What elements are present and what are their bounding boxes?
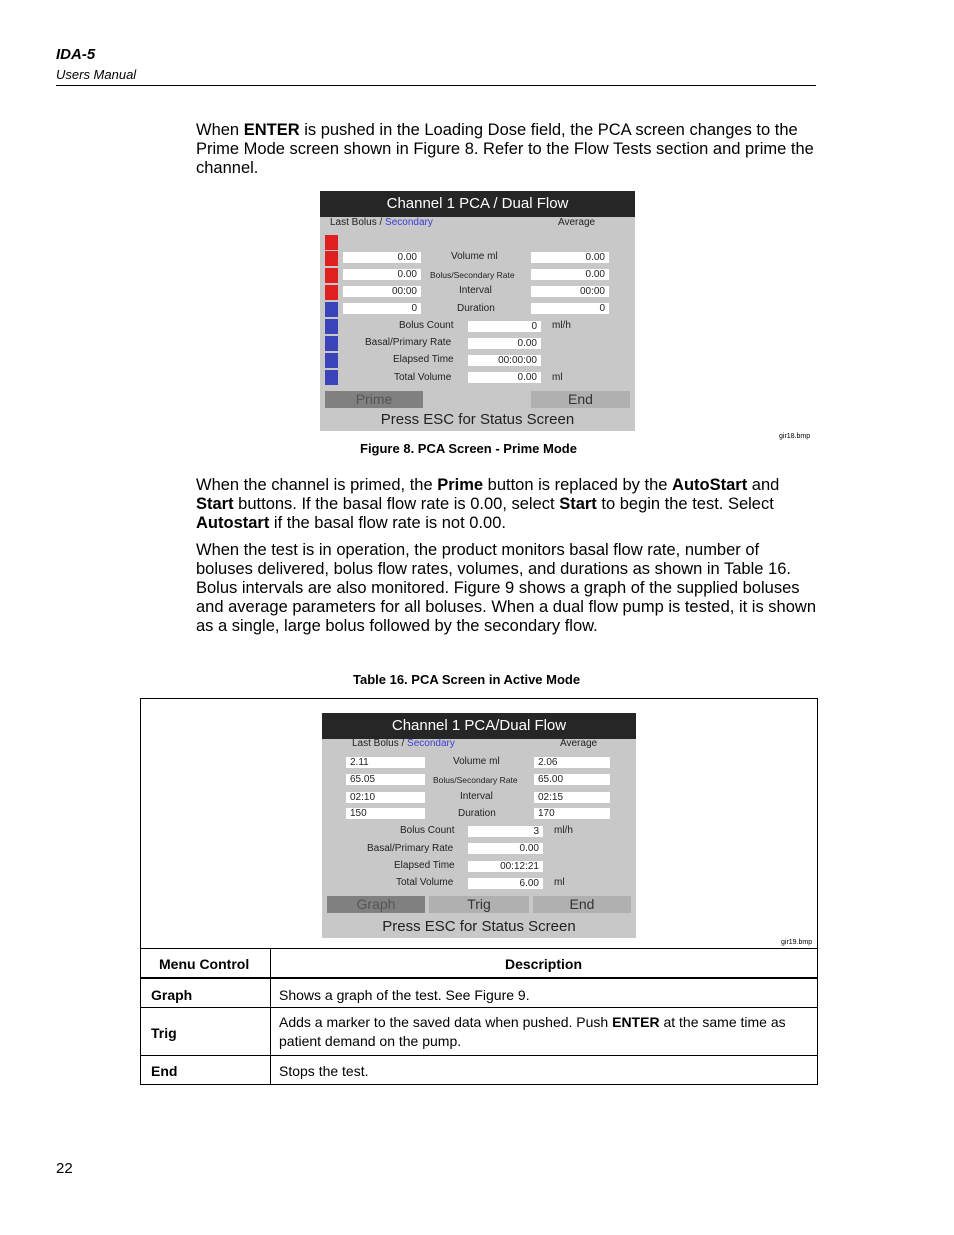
- elapsed-time-label: Elapsed Time: [394, 860, 455, 871]
- volume-label: Volume ml: [451, 251, 498, 262]
- bolus-bar: [325, 268, 338, 283]
- table-row-control: Graph: [151, 987, 193, 1003]
- table-header-bottom-rule: [141, 977, 817, 979]
- last-volume-field: 2.11: [346, 757, 425, 768]
- last-rate-field: 65.05: [346, 774, 425, 785]
- bolus-bar: [325, 285, 338, 300]
- last-bolus-label: Last Bolus / Secondary: [352, 738, 455, 749]
- end-button[interactable]: End: [531, 391, 630, 408]
- bolus-bar: [325, 235, 338, 250]
- figure-caption: Figure 8. PCA Screen - Prime Mode: [360, 441, 577, 456]
- table-header-rule: [141, 948, 817, 949]
- avg-rate-field: 65.00: [534, 774, 610, 785]
- last-duration-field: 150: [346, 808, 425, 819]
- graph-button[interactable]: Graph: [327, 896, 425, 913]
- rate-label: Bolus/Secondary Rate: [433, 775, 518, 785]
- avg-volume-field: 0.00: [531, 252, 609, 263]
- volume-label: Volume ml: [453, 756, 500, 767]
- rate-label: Bolus/Secondary Rate: [430, 270, 515, 280]
- average-label: Average: [560, 738, 598, 749]
- interval-label: Interval: [459, 285, 492, 296]
- basal-rate-label: Basal/Primary Rate: [365, 337, 452, 348]
- ml-unit: ml: [554, 877, 565, 888]
- basal-rate-field: 0.00: [468, 843, 543, 854]
- avg-interval-field: 00:00: [531, 286, 609, 297]
- elapsed-time-label: Elapsed Time: [393, 354, 454, 365]
- last-interval-field: 00:00: [343, 286, 421, 297]
- elapsed-time-field: 00:12:21: [468, 861, 543, 872]
- elapsed-time-field: 00:00:00: [468, 355, 541, 366]
- total-volume-field: 0.00: [468, 372, 541, 383]
- last-interval-field: 02:10: [346, 792, 425, 803]
- duration-label: Duration: [458, 808, 496, 819]
- table-row-control: End: [151, 1063, 178, 1079]
- status-hint: Press ESC for Status Screen: [380, 411, 575, 428]
- column-header-menu-control: Menu Control: [159, 956, 250, 972]
- operation-paragraph: When the test is in operation, the product monitors basal flow rate, number of boluses delivered, bolus flow rates, volumes, and durations as shown in Table 16. Bolus intervals are also monitored. Figure 9 shows a graph of the supplied boluses and average parameters for all boluses. When a dual flow pump is tested, it is shown as a single, large bolus followed by the secondary flow.: [196, 541, 816, 635]
- avg-volume-field: 2.06: [534, 757, 610, 768]
- total-volume-field: 6.00: [468, 878, 543, 889]
- basal-bar: [325, 336, 338, 351]
- table-caption: Table 16. PCA Screen in Active Mode: [353, 672, 581, 687]
- figure-file-label: gir18.bmp: [779, 433, 811, 440]
- last-bolus-label: Last Bolus / Secondary: [330, 217, 433, 228]
- active-mode-screen: [322, 713, 636, 938]
- bolus-count-field: 0: [468, 321, 541, 332]
- trig-button[interactable]: Trig: [429, 896, 529, 913]
- table-row-rule: [141, 1055, 817, 1056]
- table-row-control: Trig: [151, 1025, 177, 1041]
- bolus-count-label: Bolus Count: [400, 825, 455, 836]
- avg-interval-field: 02:15: [534, 792, 610, 803]
- total-volume-label: Total Volume: [396, 877, 454, 888]
- basal-bar: [325, 319, 338, 334]
- last-volume-field: 0.00: [343, 252, 421, 263]
- status-hint: Press ESC for Status Screen: [382, 918, 576, 935]
- document-subtitle: Users Manual: [56, 67, 137, 82]
- pca-active-table: [140, 698, 818, 1085]
- basal-rate-label: Basal/Primary Rate: [367, 843, 454, 854]
- intro-paragraph: When ENTER is pushed in the Loading Dose field, the PCA screen changes to the Prime Mode screen shown in Figure 8. Refer to the Flow Tests section and prime the channel.: [196, 121, 814, 177]
- mlh-unit: ml/h: [554, 825, 573, 836]
- last-duration-field: 0: [343, 303, 421, 314]
- bolus-bar: [325, 251, 338, 266]
- last-rate-field: 0.00: [343, 269, 421, 280]
- avg-duration-field: 0: [531, 303, 609, 314]
- basal-bar: [325, 353, 338, 368]
- table-row-description: Stops the test.: [279, 1063, 369, 1079]
- header-rule: [56, 85, 816, 86]
- end-button[interactable]: End: [533, 896, 631, 913]
- column-header-description: Description: [505, 956, 583, 972]
- screen-title: Channel 1 PCA/Dual Flow: [322, 713, 636, 739]
- page-number: 22: [56, 1160, 73, 1177]
- document-title: IDA-5: [56, 46, 96, 63]
- prime-button[interactable]: Prime: [325, 391, 423, 408]
- screen-title: Channel 1 PCA / Dual Flow: [320, 191, 635, 217]
- prime-mode-screen: [320, 191, 635, 431]
- table-row-description: Adds a marker to the saved data when pushed. Push ENTER at the same time as patient demand on the pump.: [279, 1014, 786, 1049]
- bolus-count-label: Bolus Count: [399, 320, 454, 331]
- interval-label: Interval: [460, 791, 493, 802]
- table-column-divider: [270, 948, 271, 1085]
- mlh-unit: ml/h: [552, 320, 571, 331]
- bolus-count-field: 3: [468, 826, 543, 837]
- basal-rate-field: 0.00: [468, 338, 541, 349]
- table-row-rule: [141, 1007, 817, 1008]
- basal-bar: [325, 370, 338, 385]
- avg-rate-field: 0.00: [531, 269, 609, 280]
- table-row-description: Shows a graph of the test. See Figure 9.: [279, 987, 530, 1003]
- basal-bar: [325, 302, 338, 317]
- primed-paragraph: When the channel is primed, the Prime button is replaced by the AutoStart and Start buttons. If the basal flow rate is 0.00, select Start to begin the test. Select Autostart if the basal flow rate is not 0.00.: [196, 476, 780, 532]
- average-label: Average: [558, 217, 596, 228]
- figure-file-label: gir19.bmp: [781, 939, 813, 946]
- avg-duration-field: 170: [534, 808, 610, 819]
- duration-label: Duration: [457, 303, 495, 314]
- total-volume-label: Total Volume: [394, 372, 452, 383]
- ml-unit: ml: [552, 372, 563, 383]
